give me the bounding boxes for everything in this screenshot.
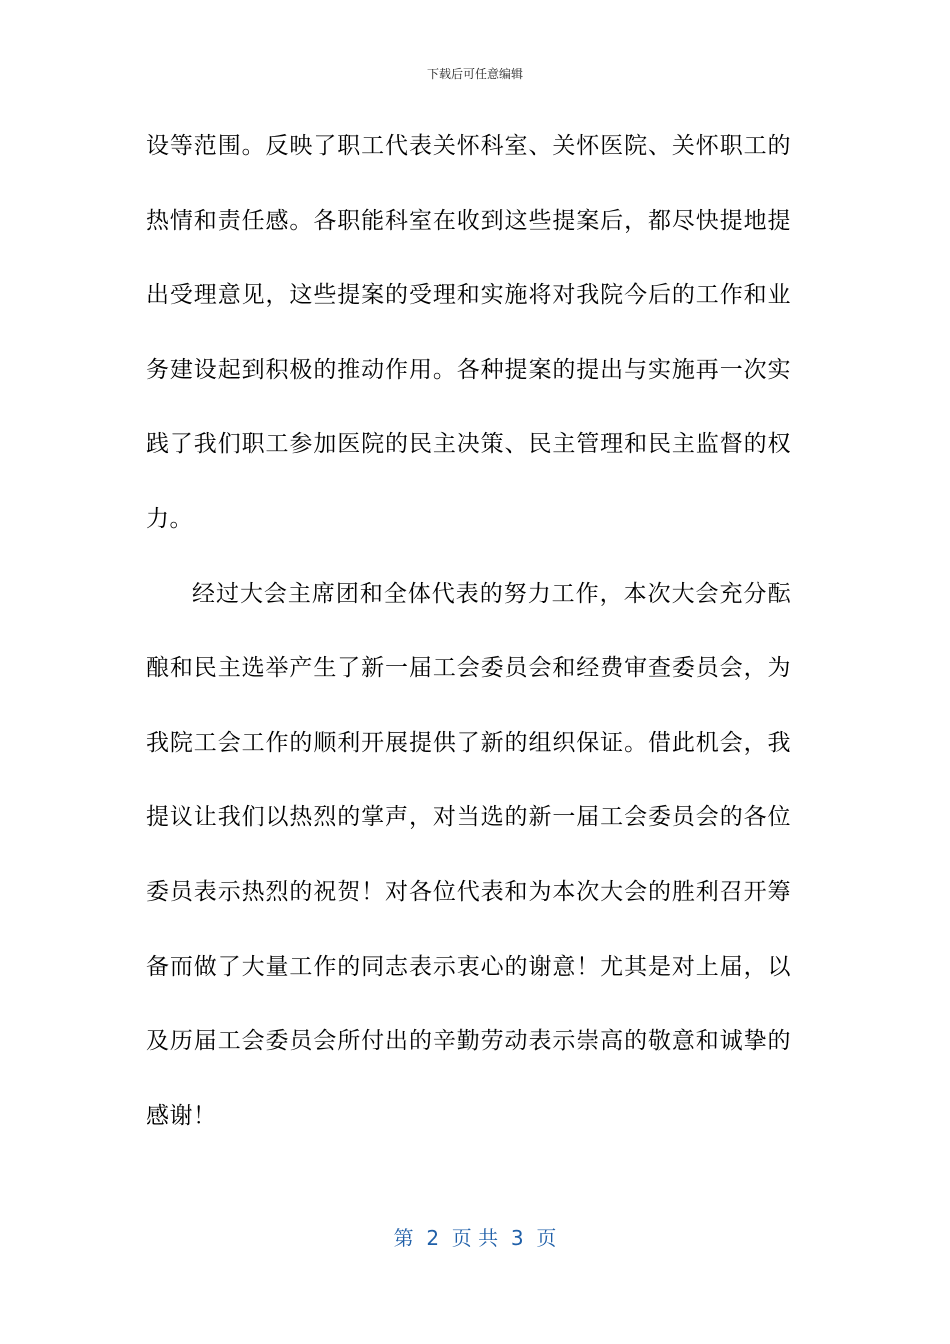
text-line: 热情和责任感。各职能科室在收到这些提案后，都尽快提地提: [146, 207, 791, 234]
header-note: 下载后可任意编辑: [426, 67, 523, 81]
text-line: 出受理意见，这些提案的受理和实施将对我院今后的工作和业: [146, 282, 791, 309]
text-line: 酿和民主选举产生了新一届工会委员会和经费审查委员会，为: [146, 655, 791, 682]
text-line: 我院工会工作的顺利开展提供了新的组织保证。借此机会，我: [146, 729, 791, 756]
text-line: 感谢！: [146, 1102, 217, 1129]
text-line: 备而做了大量工作的同志表示衷心的谢意！尤其是对上届，以: [146, 953, 791, 980]
body-text: [146, 120, 791, 1164]
text-line: 务建设起到积极的推动作用。各种提案的提出与实施再一次实: [146, 356, 791, 383]
text-line: 力。: [146, 505, 193, 532]
text-line: 委员表示热烈的祝贺！对各位代表和为本次大会的胜利召开筹: [146, 878, 791, 905]
text-line: 提议让我们以热烈的掌声，对当选的新一届工会委员会的各位: [146, 804, 791, 831]
text-line: 践了我们职工参加医院的民主决策、民主管理和民主监督的权: [146, 431, 791, 458]
text-line: 设等范围。反映了职工代表关怀科室、关怀医院、关怀职工的: [146, 133, 791, 159]
page-number-footer: 第 2 页 共 3 页: [393, 1226, 557, 1250]
text-line: 及历届工会委员会所付出的辛勤劳动表示崇高的敬意和诚挚的: [146, 1028, 791, 1055]
paragraph-first-line: 经过大会主席团和全体代表的努力工作，本次大会充分酝: [192, 580, 791, 607]
